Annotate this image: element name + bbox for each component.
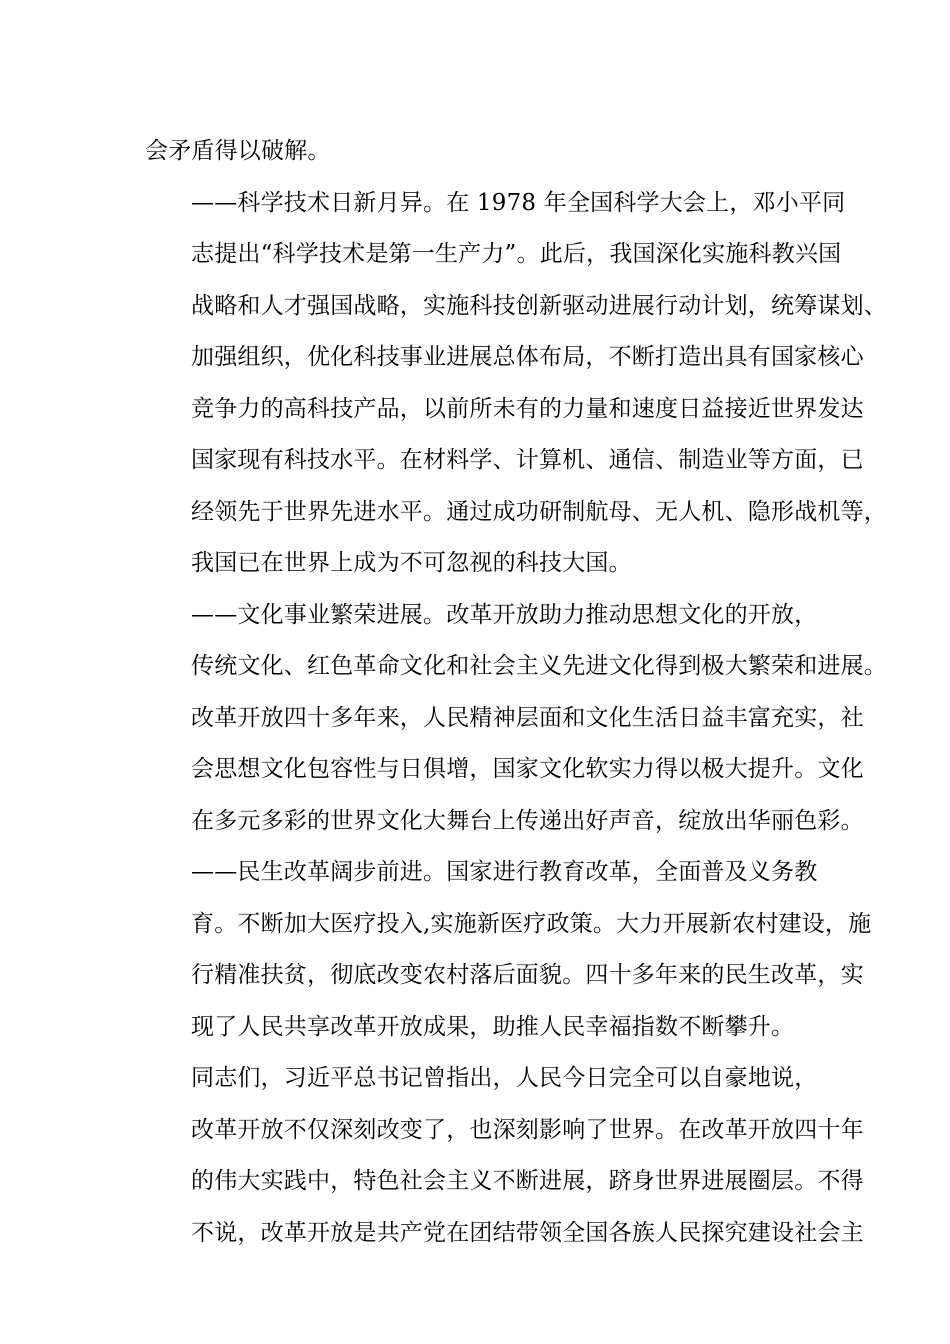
text-line: 改革开放不仅深刻改变了，也深刻影响了世界。在改革开放四十年: [191, 1116, 864, 1143]
text-line: 经领先于世界先进水平。通过成功研制航母、无人机、隐形战机等，: [191, 498, 887, 525]
text-line: 的伟大实践中，特色社会主义不断进展，跻身世界进展圈层。不得: [191, 1168, 864, 1194]
text-line: 战略和人才强国战略，实施科技创新驱动进展行动计划，统筹谋划、: [191, 292, 887, 319]
document-body: [145, 126, 887, 1259]
paragraph-comrades: [145, 1053, 864, 1259]
text-line: ——科学技术日新月异。在 1978 年全国科学大会上，邓小平同: [191, 189, 846, 216]
text-line: 现了人民共享改革开放成果，助推人民幸福指数不断攀升。: [191, 1013, 795, 1040]
text-line: 国家现有科技水平。在材料学、计算机、通信、制造业等方面，已: [191, 447, 864, 473]
text-line: 志提出“科学技术是第一生产力”。此后，我国深化实施科教兴国: [191, 241, 842, 267]
text-line: 在多元多彩的世界文化大舞台上传递出好声音，绽放出华丽色彩。: [191, 807, 864, 834]
text-line: 加强组织，优化科技事业进展总体布局，不断打造出具有国家核心: [191, 344, 864, 370]
text-line: 改革开放四十多年来，人民精神层面和文化生活日益丰富充实，社: [191, 704, 864, 731]
text-line: 不说，改革开放是共产党在团结带领全国各族人民探究建设社会主: [191, 1219, 864, 1246]
text-line: 会矛盾得以破解。: [145, 138, 331, 164]
paragraph-science-technology: [145, 178, 887, 590]
text-line: ——文化事业繁荣进展。改革开放助力推动思想文化的开放，: [191, 601, 818, 628]
text-line: 竞争力的高科技产品，以前所未有的力量和速度日益接近世界发达: [191, 395, 864, 422]
paragraph-livelihood: [145, 847, 872, 1053]
text-line: 同志们，习近平总书记曾指出，人民今日完全可以自豪地说，: [191, 1065, 818, 1091]
text-line: 我国已在世界上成为不可忽视的科技大国。: [191, 550, 632, 576]
text-line: 育。不断加大医疗投入,实施新医疗政策。大力开展新农村建设，施: [191, 910, 872, 937]
paragraph-culture: [145, 590, 887, 848]
text-line: 会思想文化包容性与日俱增，国家文化软实力得以极大提升。文化: [191, 756, 864, 782]
text-line: 传统文化、红色革命文化和社会主义先进文化得到极大繁荣和进展。: [191, 653, 887, 679]
text-line: ——民生改革阔步前进。国家进行教育改革，全面普及义务教: [191, 859, 818, 885]
paragraph-continuation: [145, 126, 825, 178]
text-line: 行精准扶贫，彻底改变农村落后面貌。四十多年来的民生改革，实: [191, 962, 864, 988]
